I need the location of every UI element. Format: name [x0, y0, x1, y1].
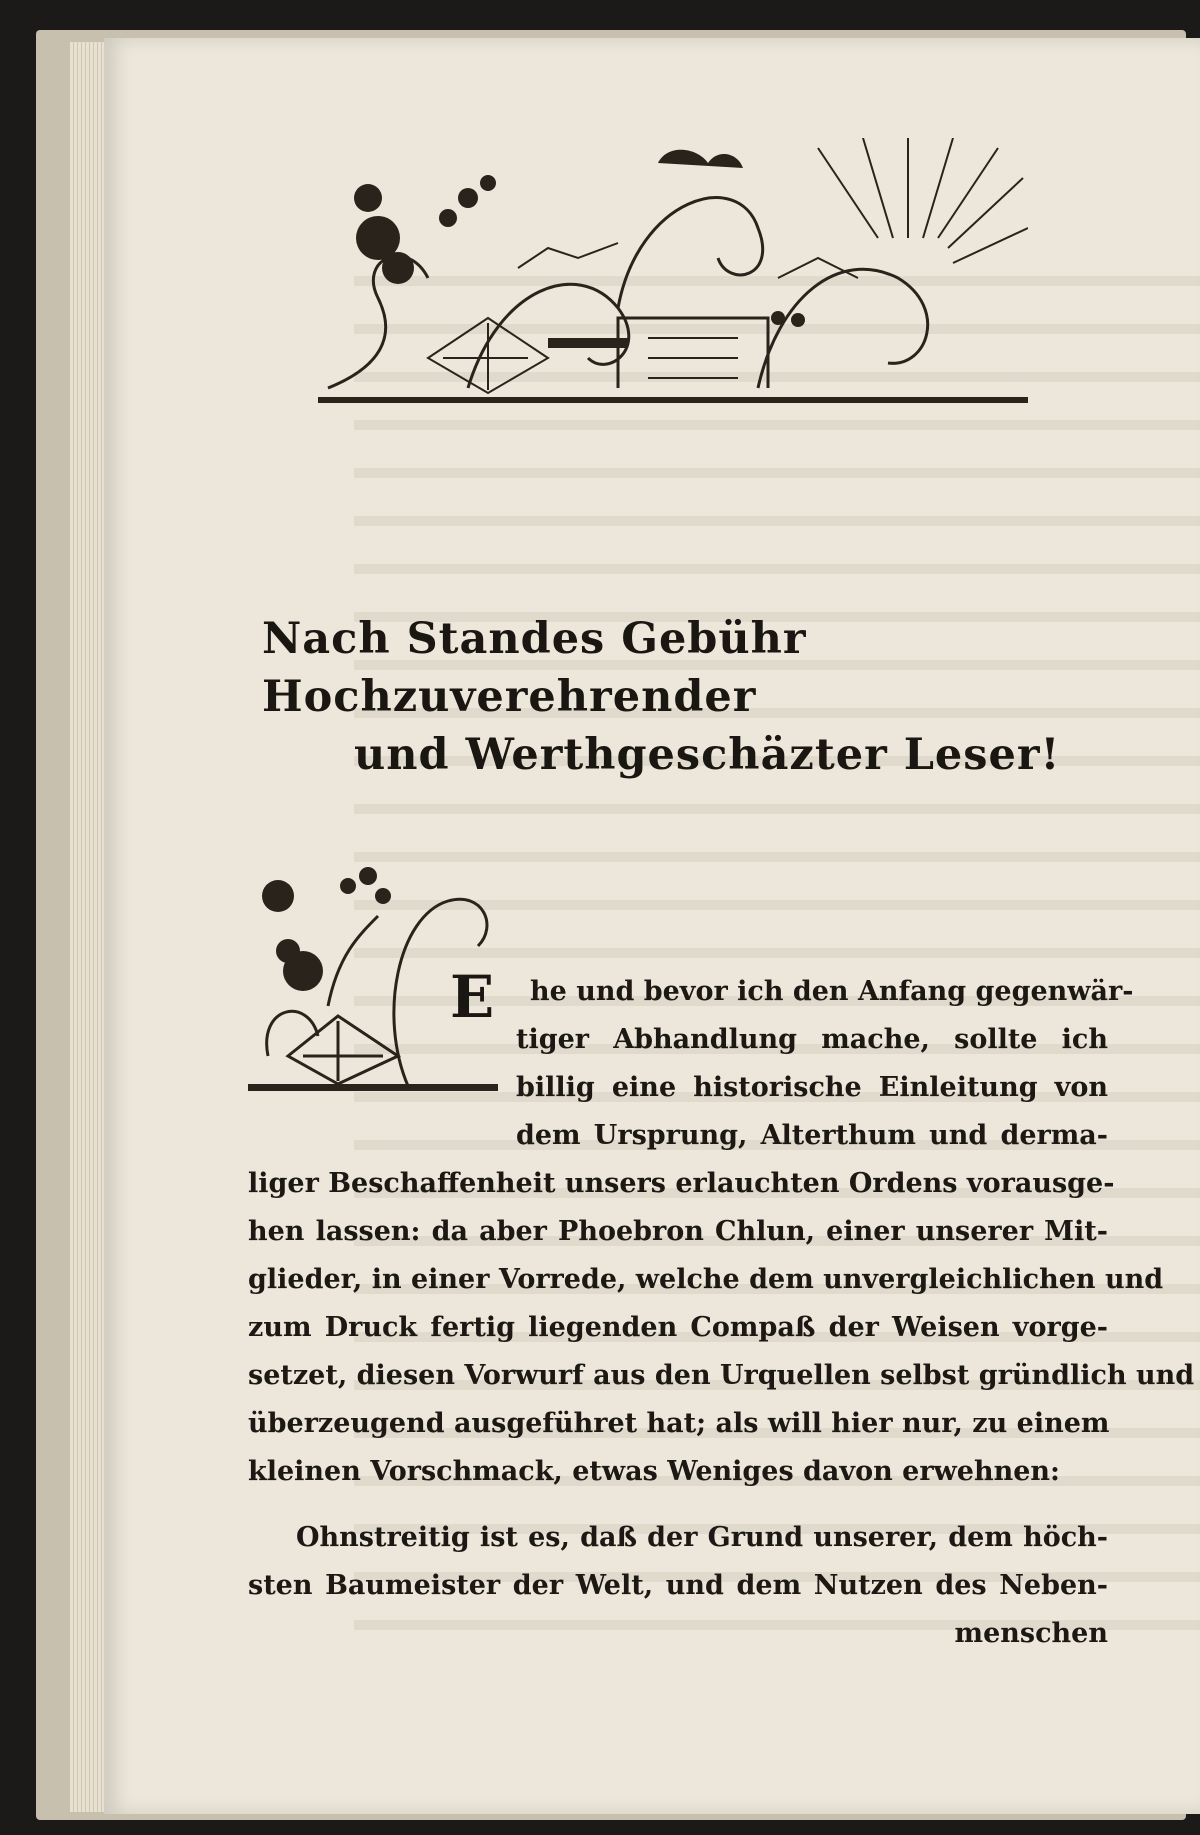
heading-line-2: und Werthgeschäzter Leser!	[354, 730, 1061, 780]
drop-cap-initial: E	[450, 963, 495, 1031]
address-heading	[262, 610, 1112, 784]
text-line: überzeugend ausgeführet hat; als will hier nur, zu einem	[248, 1408, 1110, 1439]
body-text	[248, 968, 1195, 1658]
text-line: setzet, diesen Vorwurf aus den Urquellen selbst gründlich und	[248, 1360, 1195, 1391]
headpiece-vignette-woodcut	[318, 138, 1028, 410]
text-line: sten Baumeister der Welt, und dem Nutzen des Neben-	[248, 1570, 1108, 1601]
text-line: billig eine historische Einleitung von	[516, 1072, 1108, 1103]
text-line: tiger Abhandlung mache, sollte ich	[516, 1024, 1108, 1055]
text-line: kleinen Vorschmack, etwas Weniges davon erwehnen:	[248, 1456, 1061, 1487]
text-line: hen lassen: da aber Phoebron Chlun, einer unserer Mit-	[248, 1216, 1108, 1247]
text-line: glieder, in einer Vorrede, welche dem unvergleichlichen und	[248, 1264, 1164, 1295]
text-line: dem Ursprung, Alterthum und derma-	[516, 1120, 1108, 1151]
heading-line-1: Nach Standes Gebühr Hochzuverehrender	[262, 614, 807, 722]
text-line: Ohnstreitig ist es, daß der Grund unserer, dem höch-	[296, 1522, 1108, 1553]
catchword: menschen	[954, 1618, 1108, 1649]
text-line: liger Beschaffenheit unsers erlauchten Ordens vorausge-	[248, 1168, 1115, 1199]
paragraph-1	[248, 968, 1195, 1496]
paragraph-2	[248, 1514, 1108, 1658]
text-line: zum Druck fertig liegenden Compaß der Weisen vorge-	[248, 1312, 1108, 1343]
text-line: he und bevor ich den Anfang gegenwär-	[530, 976, 1134, 1007]
